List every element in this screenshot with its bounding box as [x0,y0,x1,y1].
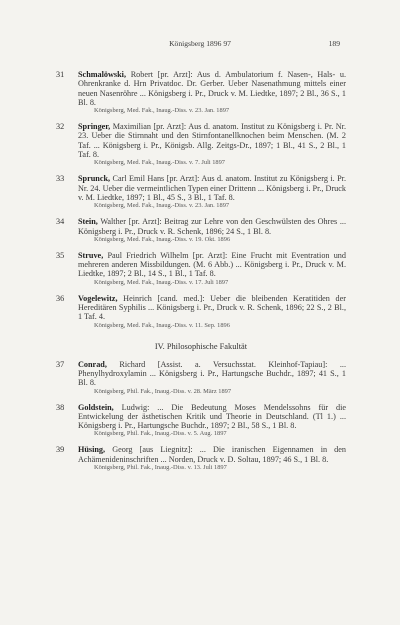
author-name: Hüsing, [78,445,106,455]
author-name: Sprunck, [78,174,111,184]
entry-text: Richard [Assist. a. Versuchsstat. Kleinhof-Tapiau]: ... Phenylhydroxylamin ... Königsberg i. Pr., Hartungsche Buchdr., 1897; 41 S., 1 Bl. 8. [78,359,347,388]
bibliography-entry [56,445,346,472]
author-name: Schmalöwski, [78,70,126,79]
entry-number: 39 [56,445,65,455]
author-name: Conrad, [78,359,107,369]
entry-body [78,122,346,159]
bibliography-entry [56,122,346,167]
entry-footer: Königsberg, Med. Fak., Inaug.-Diss. v. 19. Okt. 1896 [94,235,231,243]
entry-footer: Königsberg, Med. Fak., Inaug.-Diss. v. 7. Juli 1897 [94,159,226,167]
entry-number: 38 [56,402,65,412]
page-number: 189 [328,39,340,48]
entry-text: Maximilian [pr. Arzt]: Aus d. anatom. Institut zu Königsberg i. Pr. Nr. 23. Ueber die Stirnnaht und den Stirnfontanellknochen beim Menschen. (M. 2 Taf. ... Königsberg i. Pr., Königsb. Allg. Zeitgs-Dr., 1897; 1 Bl., 41 S., 2 Bl., 1 Taf. 8. [78,122,346,160]
bibliography-entry [56,217,346,244]
entry-footer: Königsberg, Med. Fak., Inaug.-Diss. v. 11. Sep. 1896 [94,321,230,329]
bibliography-entry [56,174,346,210]
entry-number: 31 [56,70,65,79]
entry-text: Carl Emil Hans [pr. Arzt]: Aus d. anatom. Institut zu Königsberg i. Pr. Nr. 24. Ueber die vermeintlichen Typen einer Drittenn ... Königsberg i. Pr., Druck v. M. Liedtke, 1897; 1 Bl., 45 S., 3 Bl., 1 Taf. 8. [78,174,346,202]
entry-body [78,403,346,431]
entry-text: Georg [aus Liegnitz]: ... Die iranischen Eigennamen in den Achämenideninschriften ... Norden, Druck v. D. Soltau, 1897; 46 S., 1 Bl. 8. [78,445,346,464]
bibliography-entry [56,70,346,115]
author-name: Struve, [78,250,104,260]
entry-text: Paul Friedrich Wilhelm [pr. Arzt]: Eine Frucht mit Eventration und mehreren anderen Missbildungen. (M. 6 Abb.) ... Königsberg i. Pr., Druck v. M. Liedtke, 1897; 2 Bl., 14 S., 1 Bl., 1 Taf. 8. [78,250,346,279]
entry-text: Walther [pr. Arzt]: Beitrag zur Lehre von den Geschwülsten des Ohres ... Königsberg i. Pr., Druck v. R. Schenk, 1896; 24 S., 1 Bl. 8. [78,217,346,236]
entry-number: 34 [56,217,65,227]
bibliography-entry [56,294,346,330]
entry-body [78,294,346,322]
author-name: Springer, [78,122,111,132]
entry-footer: Königsberg, Phil. Fak., Inaug.-Diss. v. 5. Aug. 1897 [94,430,227,438]
bibliography-entry [56,251,346,287]
entry-footer: Königsberg, Med. Fak., Inaug.-Diss. v. 23. Jan. 1897 [94,107,230,115]
entry-number: 37 [56,359,65,369]
entry-text: Heinrich [cand. med.]: Ueber die bleibenden Keratitiden der Hereditären Syphilis ... Königsberg i. Pr., Druck v. R. Schenk, 1896; 22 S., 2 Bl., 1 Taf. 4. [78,293,347,322]
page-content [56,70,346,479]
author-name: Vogelewitz, [78,293,118,303]
entry-body [78,445,346,464]
entry-text: Ludwig: ... Die Bedeutung Moses Mendelssohns für die Entwickelung der ästhetischen Kritik und Theorie in Deutschland. (Tl 1.) ... Königsberg i. Pr., Hartungsche Buchdr., 1897; 2 Bl., 58 S., 1 Bl. 8. [78,402,346,431]
entry-body [78,174,346,202]
entry-footer: Königsberg, Phil. Fak., Inaug.-Diss. v. 13. Juli 1897 [94,464,227,472]
section-heading: IV. Philosophische Fakultät [154,341,248,351]
entry-body [78,70,346,107]
entry-footer: Königsberg, Med. Fak., Inaug.-Diss. v. 17. Juli 1897 [94,278,229,286]
bibliography-entry [56,360,346,396]
entry-number: 33 [56,174,65,184]
entry-footer: Königsberg, Med. Fak., Inaug.-Diss. v. 23. Jan. 1897 [94,202,230,210]
entry-body [78,251,346,279]
bibliography-entry [56,403,346,439]
entry-number: 36 [56,293,65,303]
author-name: Goldstein, [78,402,114,412]
running-title: Königsberg 1896 97 [169,39,231,48]
entry-number: 35 [56,250,65,260]
entry-number: 32 [56,122,65,132]
author-name: Stein, [78,217,98,227]
entry-body [78,360,346,388]
entry-footer: Königsberg, Phil. Fak., Inaug.-Diss. v. 28. März 1897 [94,387,232,395]
page-header [0,39,400,53]
entry-text: Robert [pr. Arzt]: Aus d. Ambulatorium f. Nasen-, Hals- u. Ohrenkranke d. Hrn Privatdoc. Dr. Gerber. Ueber Nasenathmung mittels einer neuen Nasenröhre ... Königsberg i. Pr., Druck v. M. Liedtke, 1897; 2 Bl., 36 S., 1 Bl. 8. [78,70,347,107]
entry-body [78,217,346,236]
